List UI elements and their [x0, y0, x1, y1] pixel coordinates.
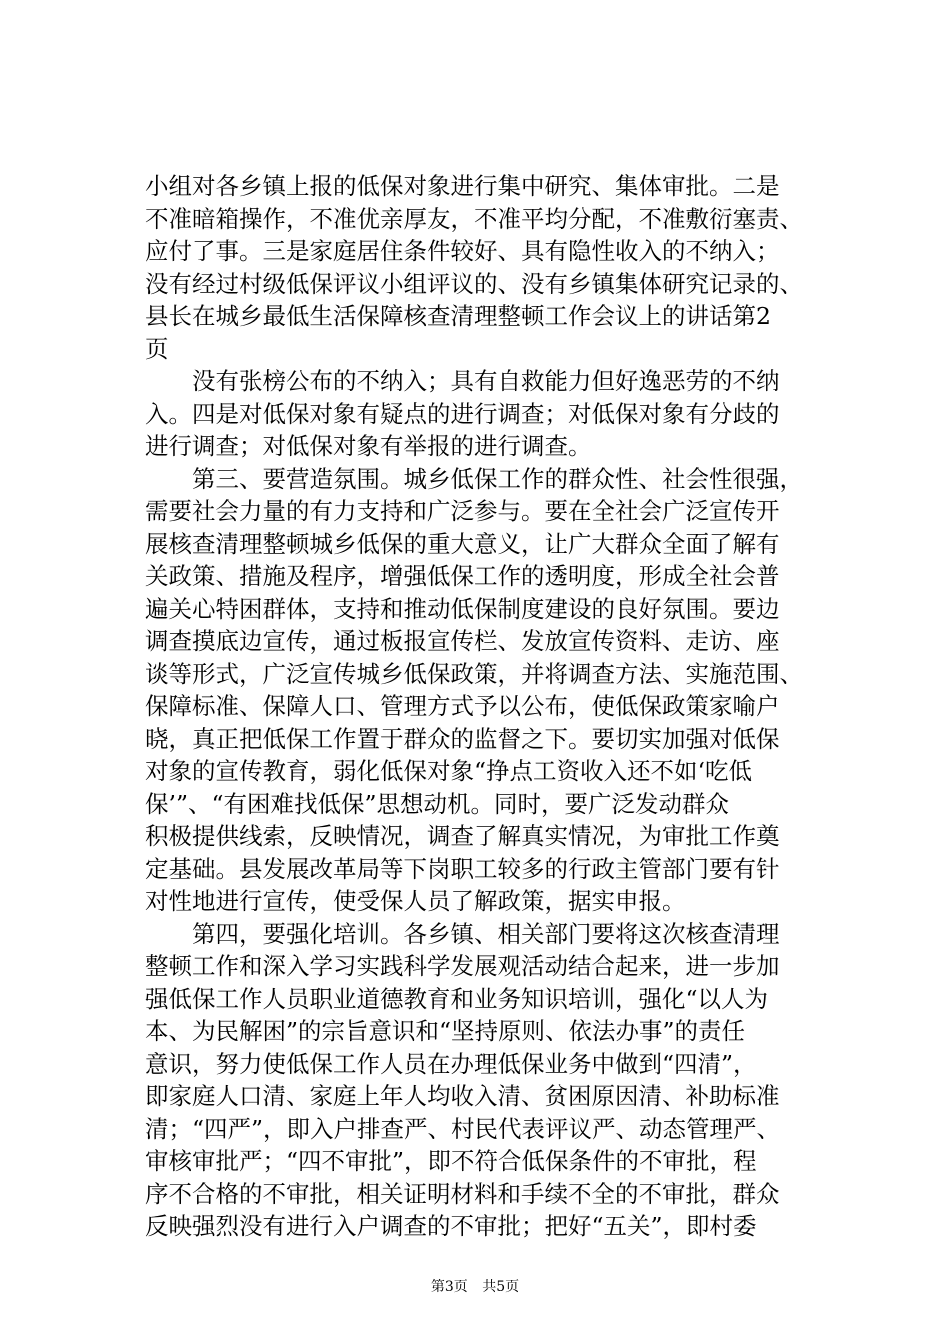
text-line: 小组对各乡镇上报的低保对象进行集中研究、集体审批。二是 — [145, 172, 780, 200]
text-line: 谈等形式，广泛宣传城乡低保政策，并将调查方法、实施范围、 — [145, 659, 803, 688]
text-line: 积极提供线索，反映情况，调查了解真实情况，为审批工作奠 — [145, 822, 780, 850]
text-line: 需要社会力量的有力支持和广泛参与。要在全社会广泛宣传开 — [145, 497, 780, 525]
page-total: 共5页 — [482, 1279, 520, 1295]
text-line: 保’”、“有困难找低保”思想动机。同时，要广泛发动群众 — [145, 789, 730, 818]
text-line: 本、为民解困”的宗旨意识和“坚持原则、依法办事”的责任 — [145, 1017, 746, 1045]
text-line: 定基础。县发展改革局等下岗职工较多的行政主管部门要有针 — [145, 854, 780, 883]
text-line: 进行调查；对低保对象有举报的进行调查。 — [145, 432, 592, 460]
text-line: 不准暗箱操作，不准优亲厚友，不准平均分配，不准敷衍塞责、 — [145, 204, 803, 233]
text-line: 清；“四严”，即入户排查严、村民代表评议严、动态管理严、 — [145, 1114, 781, 1143]
text-line: 整顿工作和深入学习实践科学发展观活动结合起来，进一步加 — [145, 952, 780, 980]
text-line: 页 — [145, 334, 169, 363]
text-line: 对象的宣传教育，弱化低保对象“挣点工资收入还不如‘吃低 — [145, 757, 752, 785]
text-line: 遍关心特困群体，支持和推动低保制度建设的良好氛围。要边 — [145, 594, 780, 623]
text-line: 意识，努力使低保工作人员在办理低保业务中做到“四清”， — [145, 1049, 757, 1078]
text-line: 调查摸底边宣传，通过板报宣传栏、发放宣传资料、走访、座 — [145, 627, 780, 655]
paragraph-first-line: 没有张榜公布的不纳入；具有自救能力但好逸恶劳的不纳 — [192, 367, 780, 395]
text-line: 入。四是对低保对象有疑点的进行调查；对低保对象有分歧的 — [145, 399, 780, 428]
text-line: 县长在城乡最低生活保障核查清理整顿工作会议上的讲话第2 — [145, 302, 771, 330]
text-line: 关政策、措施及程序，增强低保工作的透明度，形成全社会普 — [145, 562, 780, 590]
paragraph-first-line: 第三、要营造氛围。城乡低保工作的群众性、社会性很强， — [192, 464, 803, 493]
text-line: 展核查清理整顿城乡低保的重大意义，让广大群众全面了解有 — [145, 529, 780, 558]
text-line: 反映强烈没有进行入户调查的不审批；把好“五关”，即村委 — [145, 1212, 757, 1240]
paragraph-first-line: 第四，要强化培训。各乡镇、相关部门要将这次核查清理 — [192, 919, 780, 948]
page-number: 第3页 — [430, 1279, 468, 1295]
text-line: 序不合格的不审批，相关证明材料和手续不全的不审批，群众 — [145, 1179, 780, 1208]
text-line: 审核审批严；“四不审批”，即不符合低保条件的不审批，程 — [145, 1147, 757, 1175]
text-line: 强低保工作人员职业道德教育和业务知识培训，强化“以人为 — [145, 984, 769, 1013]
text-line: 应付了事。三是家庭居住条件较好、具有隐性收入的不纳入； — [145, 237, 780, 265]
text-line: 没有经过村级低保评议小组评议的、没有乡镇集体研究记录的、 — [145, 269, 803, 298]
text-line: 对性地进行宣传，使受保人员了解政策，据实申报。 — [145, 887, 686, 915]
page-footer — [0, 1278, 950, 1296]
text-line: 即家庭人口清、家庭上年人均收入清、贫困原因清、补助标准 — [145, 1082, 780, 1110]
text-line: 保障标准、保障人口、管理方式予以公布，使低保政策家喻户 — [145, 692, 780, 720]
document-body — [145, 170, 845, 1243]
text-line: 晓，真正把低保工作置于群众的监督之下。要切实加强对低保 — [145, 724, 780, 753]
